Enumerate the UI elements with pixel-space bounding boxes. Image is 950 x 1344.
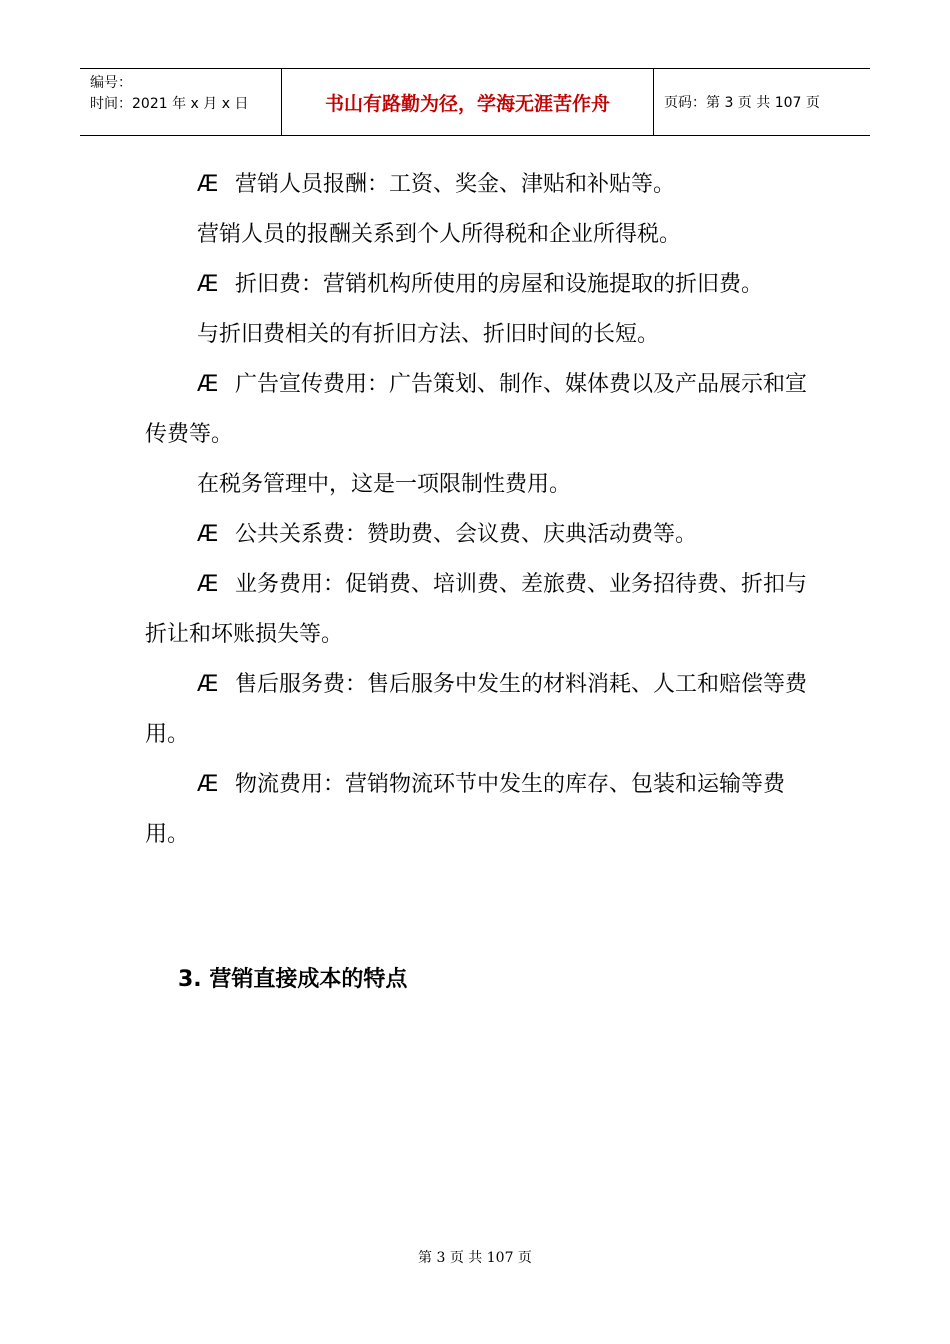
body-paragraph [145, 160, 825, 210]
document-body [145, 160, 825, 860]
paragraph-text: 在税务管理中，这是一项限制性费用。 [197, 472, 572, 497]
paragraph-text: 售后服务费：售后服务中发生的材料消耗、人工和赔偿等费用。 [145, 672, 808, 747]
header-motto: 书山有路勤为径，学海无涯苦作舟 [324, 92, 610, 115]
paragraph-text: 与折旧费相关的有折旧方法、折旧时间的长短。 [197, 322, 660, 347]
document-number-label: 编号： [90, 75, 132, 91]
paragraph-text: 业务费用：促销费、培训费、差旅费、业务招待费、折扣与折让和坏账损失等。 [145, 572, 808, 647]
body-paragraph [145, 360, 825, 460]
body-paragraph [145, 510, 825, 560]
bullet-icon: Æ [197, 172, 219, 197]
page-header [80, 68, 870, 136]
header-motto-cell [282, 69, 654, 135]
document-date: 时间：2021 年 x 月 x 日 [90, 96, 249, 112]
bullet-icon: Æ [197, 272, 219, 297]
bullet-icon: Æ [197, 522, 219, 547]
paragraph-text: 营销人员报酬：工资、奖金、津贴和补贴等。 [235, 172, 676, 197]
bullet-icon: Æ [197, 772, 219, 797]
paragraph-text: 物流费用：营销物流环节中发生的库存、包装和运输等费用。 [145, 772, 786, 847]
body-paragraph [145, 760, 825, 860]
body-paragraph [145, 660, 825, 760]
section-heading: 3. 营销直接成本的特点 [178, 967, 408, 992]
paragraph-text: 折旧费：营销机构所使用的房屋和设施提取的折旧费。 [235, 272, 764, 297]
body-paragraph [145, 560, 825, 660]
body-paragraph [145, 310, 825, 360]
body-paragraph [145, 460, 825, 510]
bullet-icon: Æ [197, 572, 219, 597]
header-meta [80, 69, 282, 135]
paragraph-text: 公共关系费：赞助费、会议费、庆典活动费等。 [235, 522, 698, 547]
page-footer: 第 3 页 共 107 页 [418, 1250, 532, 1266]
header-page-info: 页码：第 3 页 共 107 页 [664, 95, 820, 111]
paragraph-text: 广告宣传费用：广告策划、制作、媒体费以及产品展示和宣传费等。 [145, 372, 808, 447]
bullet-icon: Æ [197, 672, 219, 697]
paragraph-text: 营销人员的报酬关系到个人所得税和企业所得税。 [197, 222, 682, 247]
body-paragraph [145, 260, 825, 310]
body-paragraph [145, 210, 825, 260]
bullet-icon: Æ [197, 372, 219, 397]
